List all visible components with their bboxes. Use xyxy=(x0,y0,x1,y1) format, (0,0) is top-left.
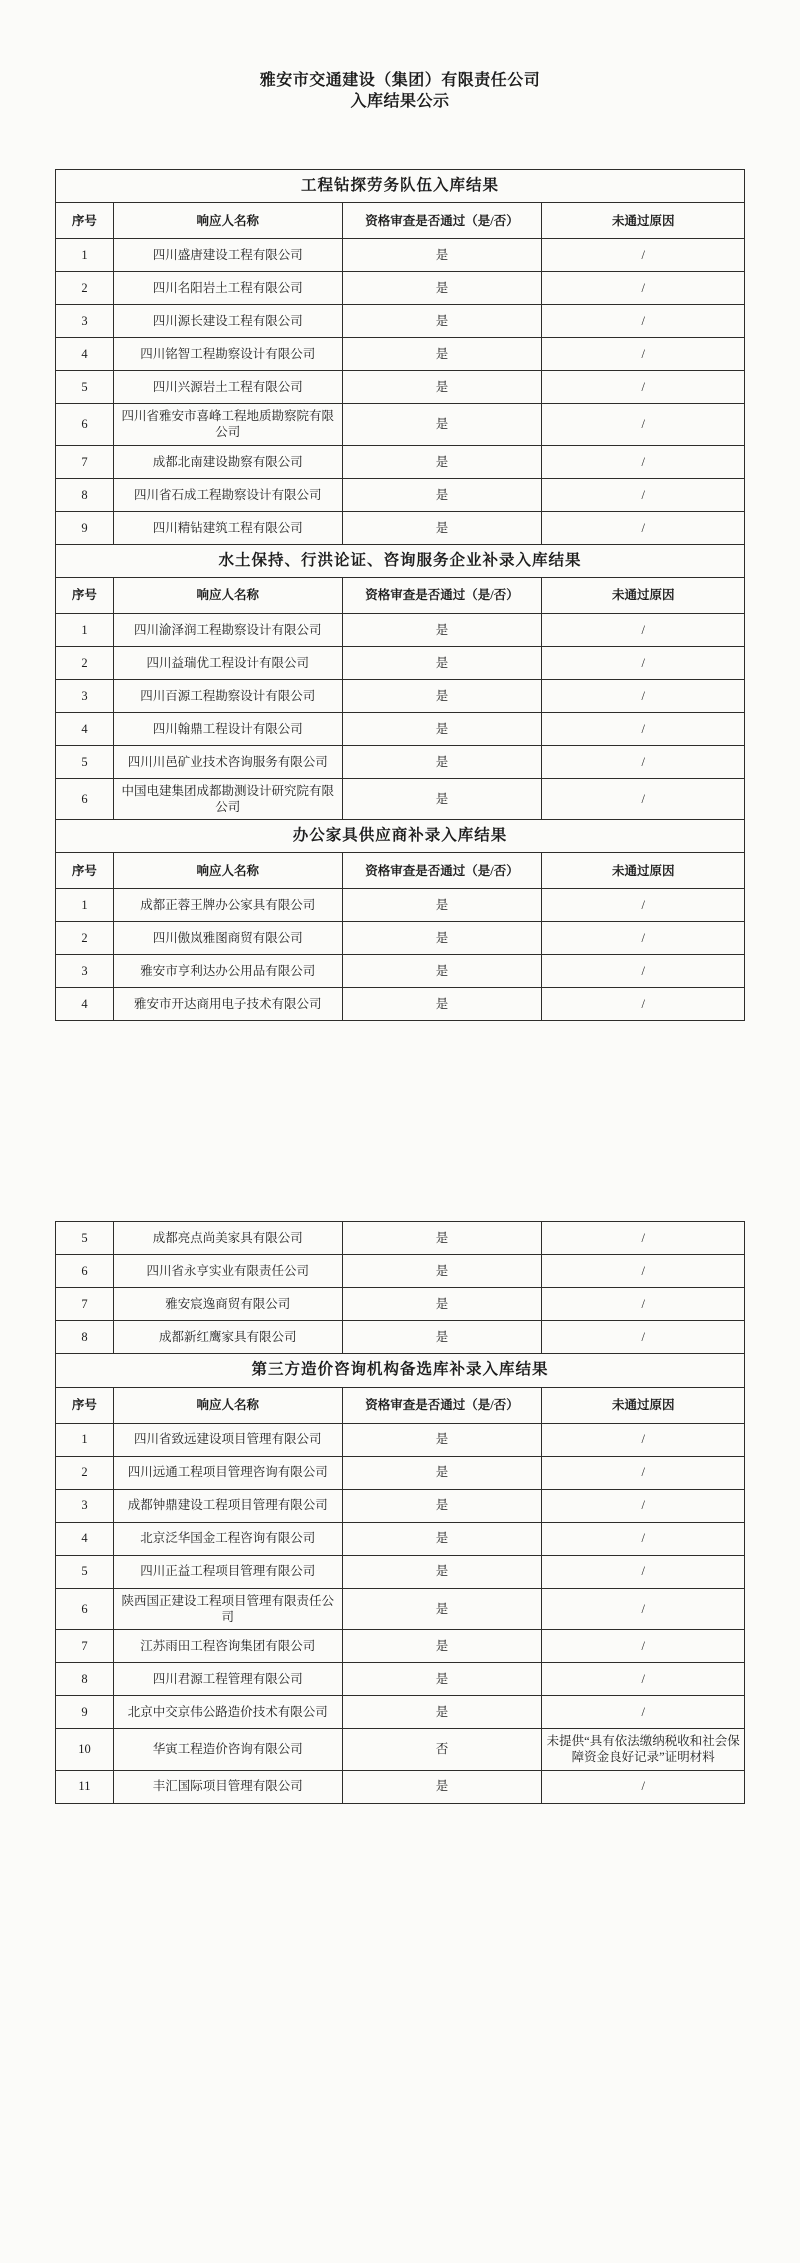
section-title: 水土保持、行洪论证、咨询服务企业补录入库结果 xyxy=(56,544,745,577)
company-name-cell: 四川省永亨实业有限责任公司 xyxy=(113,1255,342,1288)
scan-page-2 xyxy=(55,1221,745,1803)
pass-status-cell: 是 xyxy=(342,1588,542,1630)
row-index-cell: 2 xyxy=(56,1456,114,1489)
column-header-4: 未通过原因 xyxy=(542,1387,745,1423)
column-header-4: 未通过原因 xyxy=(542,203,745,239)
column-header-1: 序号 xyxy=(56,853,114,889)
company-name-cell: 四川翰鼎工程设计有限公司 xyxy=(113,712,342,745)
company-name-cell: 丰汇国际项目管理有限公司 xyxy=(113,1770,342,1803)
fail-reason-cell: / xyxy=(542,745,745,778)
column-header-3: 资格审查是否通过（是/否） xyxy=(342,1387,542,1423)
company-name-cell: 四川兴源岩土工程有限公司 xyxy=(113,371,342,404)
row-index-cell: 8 xyxy=(56,1321,114,1354)
row-index-cell: 6 xyxy=(56,1588,114,1630)
row-index-cell: 6 xyxy=(56,404,114,446)
pages-container xyxy=(0,169,800,1804)
row-index-cell: 3 xyxy=(56,1489,114,1522)
fail-reason-cell: / xyxy=(542,1222,745,1255)
fail-reason-cell: / xyxy=(542,679,745,712)
table-row xyxy=(56,404,745,446)
company-name-cell: 四川精钻建筑工程有限公司 xyxy=(113,511,342,544)
pass-status-cell: 是 xyxy=(342,1770,542,1803)
pass-status-cell: 是 xyxy=(342,511,542,544)
fail-reason-cell: / xyxy=(542,305,745,338)
fail-reason-cell: / xyxy=(542,1288,745,1321)
row-index-cell: 6 xyxy=(56,1255,114,1288)
fail-reason-cell: / xyxy=(542,338,745,371)
column-header-2: 响应人名称 xyxy=(113,853,342,889)
company-name-cell: 陕西国正建设工程项目管理有限责任公司 xyxy=(113,1588,342,1630)
row-index-cell: 2 xyxy=(56,272,114,305)
pass-status-cell: 是 xyxy=(342,1255,542,1288)
fail-reason-cell: / xyxy=(542,1630,745,1663)
pass-status-cell: 是 xyxy=(342,1696,542,1729)
company-name-cell: 江苏雨田工程咨询集团有限公司 xyxy=(113,1630,342,1663)
fail-reason-cell: 未提供“具有依法缴纳税收和社会保障资金良好记录”证明材料 xyxy=(542,1729,745,1771)
row-index-cell: 2 xyxy=(56,646,114,679)
fail-reason-cell: / xyxy=(542,511,745,544)
table-row xyxy=(56,1729,745,1771)
row-index-cell: 10 xyxy=(56,1729,114,1771)
pass-status-cell: 是 xyxy=(342,889,542,922)
pass-status-cell: 否 xyxy=(342,1729,542,1771)
fail-reason-cell: / xyxy=(542,988,745,1021)
row-index-cell: 1 xyxy=(56,1423,114,1456)
company-name-cell: 四川渝泽润工程勘察设计有限公司 xyxy=(113,613,342,646)
section-title: 第三方造价咨询机构备选库补录入库结果 xyxy=(56,1354,745,1387)
row-index-cell: 7 xyxy=(56,1288,114,1321)
company-name-cell: 四川省雅安市喜峰工程地质勘察院有限公司 xyxy=(113,404,342,446)
scan-page-1 xyxy=(55,169,745,1021)
table-row xyxy=(56,955,745,988)
fail-reason-cell: / xyxy=(542,1696,745,1729)
pass-status-cell: 是 xyxy=(342,1522,542,1555)
table-row xyxy=(56,988,745,1021)
fail-reason-cell: / xyxy=(542,1423,745,1456)
row-index-cell: 1 xyxy=(56,613,114,646)
row-index-cell: 2 xyxy=(56,922,114,955)
fail-reason-cell: / xyxy=(542,445,745,478)
pass-status-cell: 是 xyxy=(342,712,542,745)
table-row xyxy=(56,712,745,745)
table-row xyxy=(56,1588,745,1630)
pass-status-cell: 是 xyxy=(342,1630,542,1663)
column-header-2: 响应人名称 xyxy=(113,203,342,239)
fail-reason-cell: / xyxy=(542,1321,745,1354)
pass-status-cell: 是 xyxy=(342,1321,542,1354)
table-row xyxy=(56,922,745,955)
results-table-page-2 xyxy=(55,1221,745,1803)
company-name-cell: 北京泛华国金工程咨询有限公司 xyxy=(113,1522,342,1555)
row-index-cell: 5 xyxy=(56,745,114,778)
company-name-cell: 北京中交京伟公路造价技术有限公司 xyxy=(113,1696,342,1729)
pass-status-cell: 是 xyxy=(342,1456,542,1489)
fail-reason-cell: / xyxy=(542,613,745,646)
pass-status-cell: 是 xyxy=(342,679,542,712)
company-name-cell: 成都亮点尚美家具有限公司 xyxy=(113,1222,342,1255)
column-header-2: 响应人名称 xyxy=(113,577,342,613)
table-row xyxy=(56,305,745,338)
pass-status-cell: 是 xyxy=(342,478,542,511)
pass-status-cell: 是 xyxy=(342,745,542,778)
company-name-cell: 四川盛唐建设工程有限公司 xyxy=(113,239,342,272)
fail-reason-cell: / xyxy=(542,922,745,955)
company-name-cell: 四川益瑞优工程设计有限公司 xyxy=(113,646,342,679)
row-index-cell: 5 xyxy=(56,1555,114,1588)
column-header-1: 序号 xyxy=(56,203,114,239)
company-name-cell: 四川省石成工程勘察设计有限公司 xyxy=(113,478,342,511)
company-name-cell: 成都钟鼎建设工程项目管理有限公司 xyxy=(113,1489,342,1522)
pass-status-cell: 是 xyxy=(342,338,542,371)
pass-status-cell: 是 xyxy=(342,1288,542,1321)
table-row xyxy=(56,1222,745,1255)
row-index-cell: 3 xyxy=(56,305,114,338)
company-name-cell: 四川百源工程勘察设计有限公司 xyxy=(113,679,342,712)
row-index-cell: 3 xyxy=(56,955,114,988)
pass-status-cell: 是 xyxy=(342,1222,542,1255)
pass-status-cell: 是 xyxy=(342,778,542,820)
company-name-cell: 四川源长建设工程有限公司 xyxy=(113,305,342,338)
column-header-2: 响应人名称 xyxy=(113,1387,342,1423)
company-name-cell: 四川名阳岩土工程有限公司 xyxy=(113,272,342,305)
fail-reason-cell: / xyxy=(542,1489,745,1522)
company-name-cell: 中国电建集团成都勘测设计研究院有限公司 xyxy=(113,778,342,820)
company-name-cell: 华寅工程造价咨询有限公司 xyxy=(113,1729,342,1771)
company-name-cell: 四川铭智工程勘察设计有限公司 xyxy=(113,338,342,371)
row-index-cell: 8 xyxy=(56,1663,114,1696)
company-name-cell: 成都正蓉王牌办公家具有限公司 xyxy=(113,889,342,922)
fail-reason-cell: / xyxy=(542,371,745,404)
pass-status-cell: 是 xyxy=(342,1423,542,1456)
company-name-cell: 四川远通工程项目管理咨询有限公司 xyxy=(113,1456,342,1489)
fail-reason-cell: / xyxy=(542,646,745,679)
pass-status-cell: 是 xyxy=(342,613,542,646)
pass-status-cell: 是 xyxy=(342,445,542,478)
table-row xyxy=(56,1423,745,1456)
fail-reason-cell: / xyxy=(542,955,745,988)
fail-reason-cell: / xyxy=(542,1255,745,1288)
row-index-cell: 4 xyxy=(56,712,114,745)
row-index-cell: 3 xyxy=(56,679,114,712)
document-title-line1: 雅安市交通建设（集团）有限责任公司 xyxy=(259,72,541,89)
table-row xyxy=(56,745,745,778)
fail-reason-cell: / xyxy=(542,712,745,745)
row-index-cell: 1 xyxy=(56,889,114,922)
company-name-cell: 四川正益工程项目管理有限公司 xyxy=(113,1555,342,1588)
table-row xyxy=(56,511,745,544)
table-row xyxy=(56,478,745,511)
table-row xyxy=(56,1321,745,1354)
results-table-page-1 xyxy=(55,169,745,1021)
pass-status-cell: 是 xyxy=(342,305,542,338)
pass-status-cell: 是 xyxy=(342,404,542,446)
section-title: 工程钻探劳务队伍入库结果 xyxy=(56,170,745,203)
table-row xyxy=(56,778,745,820)
row-index-cell: 7 xyxy=(56,1630,114,1663)
table-row xyxy=(56,1255,745,1288)
row-index-cell: 4 xyxy=(56,988,114,1021)
table-row xyxy=(56,1456,745,1489)
row-index-cell: 4 xyxy=(56,1522,114,1555)
table-row xyxy=(56,1555,745,1588)
company-name-cell: 雅安市开达商用电子技术有限公司 xyxy=(113,988,342,1021)
row-index-cell: 5 xyxy=(56,371,114,404)
pass-status-cell: 是 xyxy=(342,955,542,988)
pass-status-cell: 是 xyxy=(342,1489,542,1522)
table-row xyxy=(56,1663,745,1696)
company-name-cell: 四川省致远建设项目管理有限公司 xyxy=(113,1423,342,1456)
pass-status-cell: 是 xyxy=(342,1663,542,1696)
row-index-cell: 11 xyxy=(56,1770,114,1803)
table-row xyxy=(56,1770,745,1803)
column-header-3: 资格审查是否通过（是/否） xyxy=(342,853,542,889)
fail-reason-cell: / xyxy=(542,1663,745,1696)
row-index-cell: 5 xyxy=(56,1222,114,1255)
fail-reason-cell: / xyxy=(542,1555,745,1588)
table-row xyxy=(56,371,745,404)
table-row xyxy=(56,613,745,646)
table-row xyxy=(56,646,745,679)
table-row xyxy=(56,1696,745,1729)
fail-reason-cell: / xyxy=(542,272,745,305)
column-header-3: 资格审查是否通过（是/否） xyxy=(342,577,542,613)
section-title: 办公家具供应商补录入库结果 xyxy=(56,820,745,853)
column-header-4: 未通过原因 xyxy=(542,853,745,889)
fail-reason-cell: / xyxy=(542,1770,745,1803)
table-row xyxy=(56,1288,745,1321)
table-row xyxy=(56,272,745,305)
row-index-cell: 7 xyxy=(56,445,114,478)
column-header-1: 序号 xyxy=(56,1387,114,1423)
document-title-line2: 入库结果公示 xyxy=(350,93,450,110)
table-row xyxy=(56,889,745,922)
company-name-cell: 四川傲岚雅图商贸有限公司 xyxy=(113,922,342,955)
company-name-cell: 四川川邑矿业技术咨询服务有限公司 xyxy=(113,745,342,778)
document-title xyxy=(0,0,800,112)
company-name-cell: 成都新红鹰家具有限公司 xyxy=(113,1321,342,1354)
pass-status-cell: 是 xyxy=(342,922,542,955)
company-name-cell: 成都北南建设勘察有限公司 xyxy=(113,445,342,478)
row-index-cell: 4 xyxy=(56,338,114,371)
table-row xyxy=(56,1522,745,1555)
row-index-cell: 6 xyxy=(56,778,114,820)
company-name-cell: 雅安市亨利达办公用品有限公司 xyxy=(113,955,342,988)
row-index-cell: 1 xyxy=(56,239,114,272)
row-index-cell: 9 xyxy=(56,1696,114,1729)
pass-status-cell: 是 xyxy=(342,272,542,305)
row-index-cell: 8 xyxy=(56,478,114,511)
column-header-4: 未通过原因 xyxy=(542,577,745,613)
table-row xyxy=(56,1630,745,1663)
fail-reason-cell: / xyxy=(542,1456,745,1489)
row-index-cell: 9 xyxy=(56,511,114,544)
table-row xyxy=(56,679,745,712)
pass-status-cell: 是 xyxy=(342,371,542,404)
fail-reason-cell: / xyxy=(542,889,745,922)
pass-status-cell: 是 xyxy=(342,1555,542,1588)
table-row xyxy=(56,1489,745,1522)
column-header-1: 序号 xyxy=(56,577,114,613)
fail-reason-cell: / xyxy=(542,1588,745,1630)
fail-reason-cell: / xyxy=(542,1522,745,1555)
fail-reason-cell: / xyxy=(542,404,745,446)
pass-status-cell: 是 xyxy=(342,988,542,1021)
company-name-cell: 四川君源工程管理有限公司 xyxy=(113,1663,342,1696)
company-name-cell: 雅安宸逸商贸有限公司 xyxy=(113,1288,342,1321)
fail-reason-cell: / xyxy=(542,778,745,820)
pass-status-cell: 是 xyxy=(342,646,542,679)
pass-status-cell: 是 xyxy=(342,239,542,272)
table-row xyxy=(56,239,745,272)
column-header-3: 资格审查是否通过（是/否） xyxy=(342,203,542,239)
fail-reason-cell: / xyxy=(542,478,745,511)
table-row xyxy=(56,338,745,371)
fail-reason-cell: / xyxy=(542,239,745,272)
table-row xyxy=(56,445,745,478)
